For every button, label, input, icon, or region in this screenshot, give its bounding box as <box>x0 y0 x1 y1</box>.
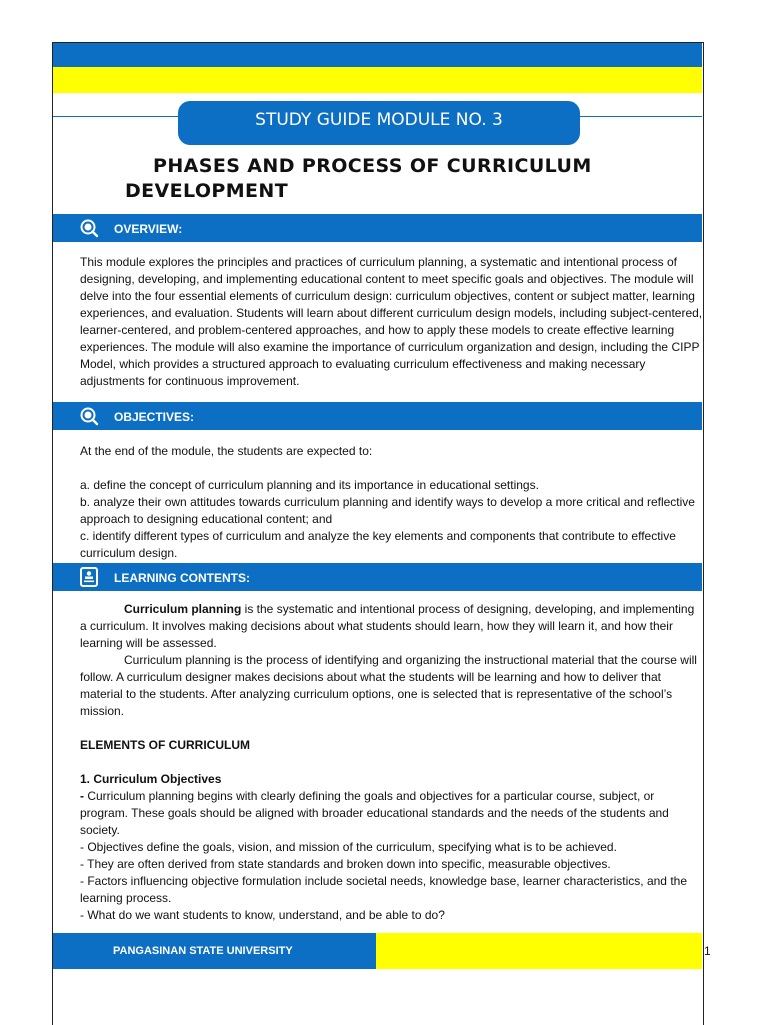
overview-header <box>53 214 702 242</box>
learning-contents-body <box>80 601 704 924</box>
bullet-item: - What do we want students to know, understand, and be able to do? <box>80 908 445 922</box>
overview-heading: OVERVIEW: <box>114 222 183 236</box>
bullet-item <box>80 788 704 839</box>
curriculum-objectives-heading: 1. Curriculum Objectives <box>80 772 222 786</box>
module-label: STUDY GUIDE MODULE NO. 3 <box>178 101 580 145</box>
paragraph-curriculum-planning <box>80 601 704 652</box>
objective-item: c. identify different types of curriculum and analyze the key elements and components that contribute to effective curriculum design. <box>80 529 676 560</box>
page-title-line-2: DEVELOPMENT <box>125 180 289 202</box>
document-icon <box>79 567 99 587</box>
header-yellow-band <box>53 67 702 93</box>
bullet-item: - Objectives define the goals, vision, and mission of the curriculum, specifying what is to be achieved. <box>80 840 617 854</box>
footer-university-band <box>53 933 376 969</box>
magnifier-icon <box>79 406 99 426</box>
page-title-line-1: PHASES AND PROCESS OF CURRICULUM <box>153 155 592 177</box>
overview-body <box>80 254 704 390</box>
page-title <box>125 154 665 204</box>
learning-contents-header <box>53 563 702 591</box>
page-number: 1 <box>704 944 711 958</box>
objective-item: b. analyze their own attitudes towards curriculum planning and identify ways to develop a more critical and reflective approach to designing educational content; and <box>80 495 695 526</box>
module-line-left <box>53 116 179 117</box>
objective-item: a. define the concept of curriculum planning and its importance in educational settings. <box>80 478 539 492</box>
objectives-header <box>53 402 702 430</box>
bullet-item: - They are often derived from state standards and broken down into specific, measurable objectives. <box>80 857 611 871</box>
objectives-intro: At the end of the module, the students are expected to: <box>80 444 373 458</box>
overview-text: This module explores the principles and practices of curriculum planning, a systematic and intentional process of designing, developing, and implementing educational content to meet specific goals and objectives. The module will delve into the four essential elements of curriculum design: curriculum objectives, content or subject matter, learning experiences, and evaluation. Students will learn about different curriculum design models, including subject-centered, learner-centered, and problem-centered approaches, and how to apply these models to create effective learning experiences. The module will also examine the importance of curriculum organization and design, including the CIPP Model, which provides a structured approach to evaluating curriculum effectiveness and making necessary adjustments for continuous improvement. <box>80 255 703 388</box>
objectives-heading: OBJECTIVES: <box>114 410 195 424</box>
elements-heading: ELEMENTS OF CURRICULUM <box>80 738 250 752</box>
header-blue-band <box>53 43 702 67</box>
magnifier-icon <box>79 218 99 238</box>
bullet-dash: - <box>80 789 84 803</box>
module-line-right <box>579 116 702 117</box>
objectives-body <box>80 443 704 562</box>
paragraph-text: is the systematic and intentional process of designing, developing, and implementing a curriculum. It involves making decisions about what students should learn, how they will learn it, and how their learning will be assessed. <box>80 602 695 650</box>
term-curriculum-planning: Curriculum planning <box>124 602 242 616</box>
footer-yellow-band <box>376 933 702 969</box>
bullet-item: - Factors influencing objective formulation include societal needs, knowledge base, learner characteristics, and the learning process. <box>80 874 687 905</box>
learning-contents-heading: LEARNING CONTENTS: <box>114 571 250 585</box>
paragraph-curriculum-process: Curriculum planning is the process of identifying and organizing the instructional material that the course will follow. A curriculum designer makes decisions about what the students will be learning and how to deliver that material to the students. After analyzing curriculum options, one is selected that is representative of the school’s mission. <box>80 653 697 718</box>
bullet-text: Curriculum planning begins with clearly defining the goals and objectives for a particular course, subject, or program. These goals should be aligned with broader educational standards and the needs of the students and society. <box>80 789 669 837</box>
university-name: PANGASINAN STATE UNIVERSITY <box>113 945 293 957</box>
